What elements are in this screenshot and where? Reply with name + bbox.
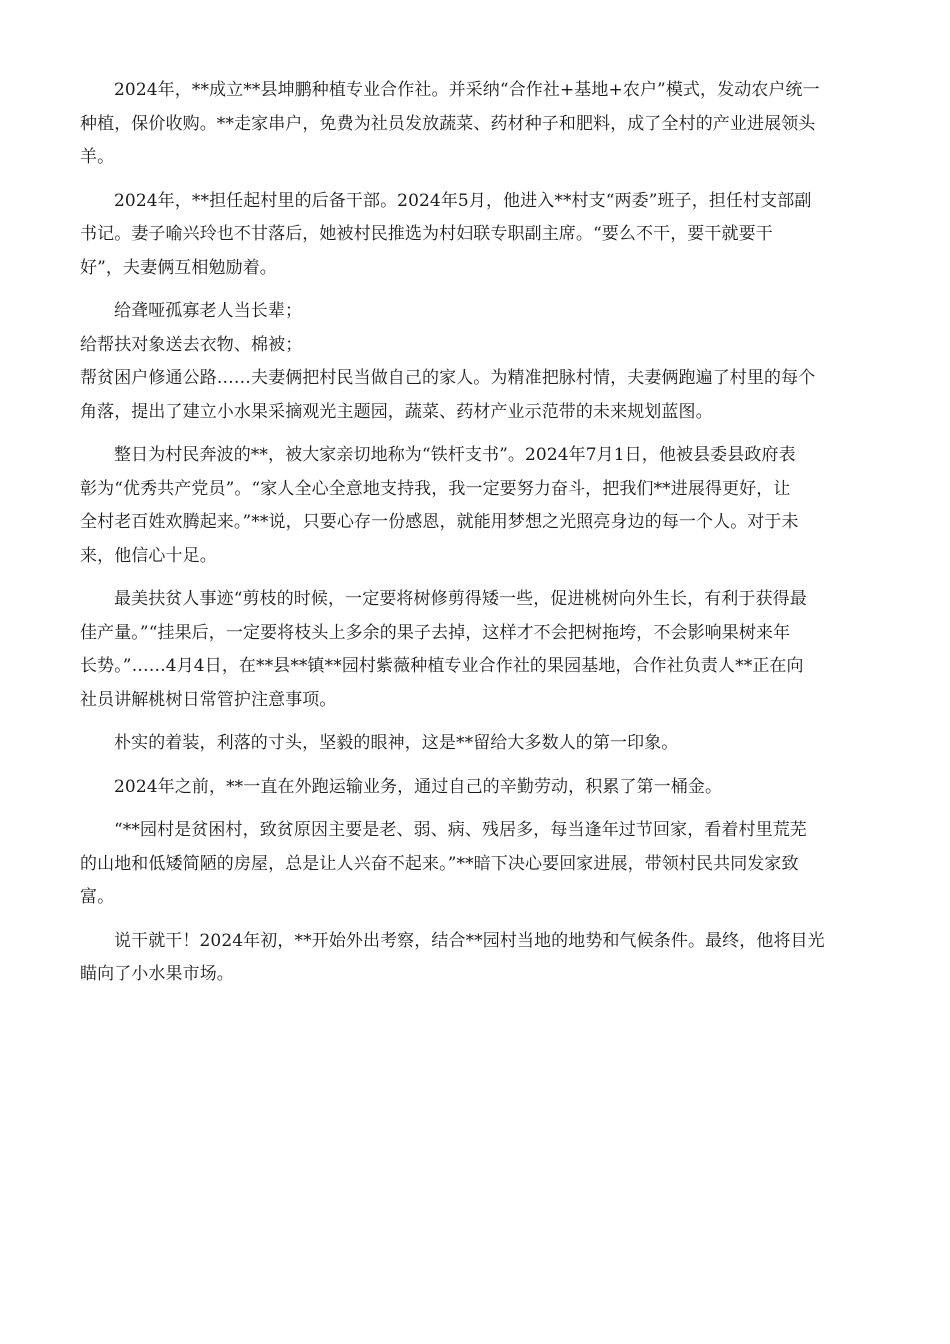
text-line: 富。	[80, 887, 115, 907]
text-line: 佳产量。”“挂果后，一定要将枝头上多余的果子去掉，这样才不会把树拖垮，不会影响果树来年	[80, 622, 791, 643]
text-line: 彰为“优秀共产党员”。“家人全心全意地支持我，我一定要努力奋斗，把我们**进展得更好，让	[80, 478, 791, 499]
paragraph-2	[80, 185, 870, 286]
text-line: 2024年，**担任起村里的后备干部。2024年5月，他进入**村支“两委”班子，担任村支部副	[114, 190, 812, 211]
paragraph-3	[80, 295, 870, 429]
text-line: 最美扶贫人事迹“剪枝的时候，一定要将树修剪得矮一些，促进桃树向外生长，有利于获得最	[114, 589, 807, 609]
text-line: 好”，夫妻俩互相勉励着。	[80, 257, 277, 278]
text-line: 给聋哑孤寡老人当长辈；	[114, 301, 303, 321]
paragraph-4	[80, 439, 870, 573]
text-line: 帮贫困户修通公路……夫妻俩把村民当做自己的家人。为精准把脉村情，夫妻俩跑遍了村里的每个	[80, 368, 816, 388]
text-line: 羊。	[80, 147, 115, 167]
text-line: 2024年，**成立**县坤鹏种植专业合作社。并采纳“合作社+基地+农户”模式，发动农户统一	[114, 80, 820, 100]
text-line: 角落，提出了建立小水果采摘观光主题园，蔬菜、药材产业示范带的未来规划蓝图。	[80, 401, 713, 422]
text-line: 整日为村民奔波的**，被大家亲切地称为“铁杆支书”。2024年7月1日，他被县委县政府表	[114, 445, 796, 465]
text-line: 的山地和低矮简陋的房屋，总是让人兴奋不起来。”**暗下决心要回家进展，带领村民共同发家致	[80, 853, 799, 874]
text-line: “**园村是贫困村，致贫原因主要是老、弱、病、残居多，每当逢年过节回家，看着村里荒芜	[114, 820, 807, 840]
text-line: 朴实的着装，利落的寸头，坚毅的眼神，这是**留给大多数人的第一印象。	[114, 733, 679, 753]
text-line: 长势。”……4月4日，在**县**镇**园村紫薇种植专业合作社的果园基地，合作社负责人**正在向	[80, 656, 804, 676]
text-line: 2024年之前，**一直在外跑运输业务，通过自己的辛勤劳动，积累了第一桶金。	[114, 776, 723, 797]
paragraph-7	[80, 771, 870, 805]
text-line: 来，他信心十足。	[80, 545, 217, 566]
text-line: 说干就干！2024年初，**开始外出考察，结合**园村当地的地势和气候条件。最终，他将目光	[114, 930, 825, 951]
text-line: 书记。妻子喻兴玲也不甘落后，她被村民推选为村妇联专职副主席。“要么不干，要干就要干	[80, 224, 773, 244]
paragraph-6	[80, 727, 870, 761]
text-line: 全村老百姓欢腾起来。”**说，只要心存一份感恩，就能用梦想之光照亮身边的每一个人。对于未	[80, 512, 799, 532]
paragraph-9	[80, 925, 870, 992]
paragraph-1	[80, 74, 870, 175]
document-page	[80, 74, 870, 1002]
text-line: 给帮扶对象送去衣物、棉被；	[80, 334, 303, 355]
text-line: 瞄向了小水果市场。	[80, 964, 234, 984]
paragraph-5	[80, 583, 870, 717]
text-line: 社员讲解桃树日常管护注意事项。	[80, 689, 337, 710]
paragraph-8	[80, 814, 870, 915]
text-line: 种植，保价收购。**走家串户，免费为社员发放蔬菜、药材种子和肥料，成了全村的产业进展领头	[80, 113, 816, 134]
